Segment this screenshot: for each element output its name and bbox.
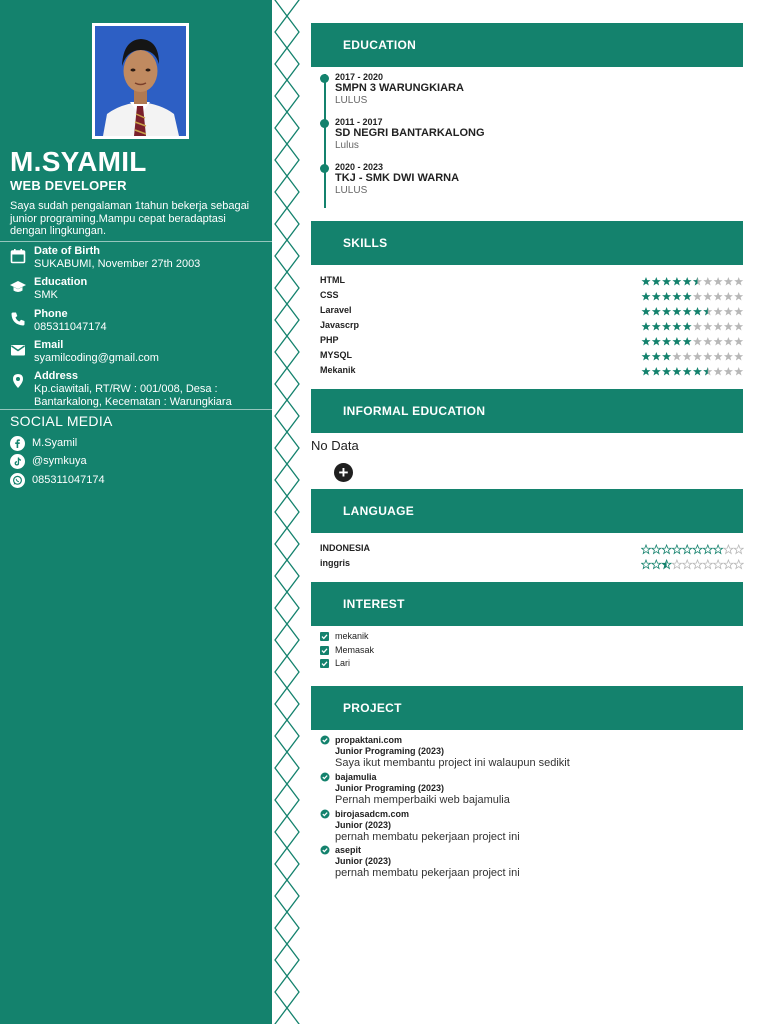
skill-name: HTML — [320, 275, 345, 285]
dob-label: Date of Birth — [34, 245, 100, 257]
star-icon — [672, 292, 681, 301]
star-icon — [672, 337, 681, 346]
language-name: INDONESIA — [320, 543, 371, 553]
section-header-project: PROJECT — [311, 686, 743, 730]
skill-rating — [641, 364, 744, 376]
skill-name: MYSQL — [320, 350, 353, 360]
star-icon — [724, 367, 733, 376]
star-icon — [693, 307, 702, 316]
star-icon — [724, 277, 733, 286]
star-icon — [724, 560, 733, 569]
star-icon — [703, 352, 712, 361]
star-rating-graphic — [641, 366, 744, 377]
star-icon — [672, 560, 681, 569]
star-rating-graphic — [641, 291, 744, 302]
check-circle-icon — [320, 772, 330, 782]
star-icon — [652, 322, 661, 331]
education-timeline — [324, 74, 326, 208]
star-icon — [724, 337, 733, 346]
skill-row — [320, 304, 744, 318]
language-rating — [641, 557, 744, 569]
star-icon — [734, 277, 743, 286]
star-icon — [662, 277, 671, 286]
profile-photo — [92, 23, 189, 139]
sidebar — [0, 0, 272, 1024]
star-icon — [662, 307, 671, 316]
star-icon — [642, 292, 651, 301]
star-icon — [652, 367, 661, 376]
star-icon — [672, 322, 681, 331]
checkbox-icon — [320, 659, 329, 668]
star-icon — [642, 352, 651, 361]
info-email — [10, 339, 265, 369]
star-icon — [672, 307, 681, 316]
profile-role: WEB DEVELOPER — [10, 178, 127, 193]
star-icon — [683, 322, 692, 331]
project-name: asepit — [335, 845, 362, 855]
section-header-education: EDUCATION — [311, 23, 743, 67]
education-status: LULUS — [335, 185, 368, 196]
star-icon — [703, 545, 712, 554]
star-icon — [714, 337, 723, 346]
star-icon — [652, 307, 661, 316]
star-icon — [672, 277, 681, 286]
skill-rating — [641, 274, 744, 286]
dob-value: SUKABUMI, November 27th 2003 — [34, 258, 201, 270]
social-media-title: SOCIAL MEDIA — [10, 413, 113, 429]
check-circle-icon — [320, 735, 330, 745]
star-icon — [734, 352, 743, 361]
star-icon — [672, 367, 681, 376]
info-phone — [10, 308, 265, 338]
checkbox-icon — [320, 646, 329, 655]
star-icon — [652, 545, 661, 554]
graduation-cap-icon — [10, 279, 26, 295]
star-rating-graphic — [641, 336, 744, 347]
star-icon — [683, 337, 692, 346]
star-icon — [724, 352, 733, 361]
whatsapp-icon — [10, 473, 25, 488]
star-icon — [734, 560, 743, 569]
star-icon — [662, 367, 671, 376]
star-icon — [693, 352, 702, 361]
star-icon — [724, 307, 733, 316]
star-icon — [652, 560, 661, 569]
interest-label: mekanik — [335, 631, 369, 641]
education-status: LULUS — [335, 95, 368, 106]
star-icon — [683, 292, 692, 301]
star-icon — [703, 337, 712, 346]
star-icon — [703, 307, 712, 316]
skill-rating — [641, 304, 744, 316]
skill-name: CSS — [320, 290, 339, 300]
star-rating-graphic — [641, 351, 744, 362]
project-role: Junior (2023) — [335, 820, 392, 830]
star-icon — [734, 367, 743, 376]
address-label: Address — [34, 370, 79, 382]
education-status: Lulus — [335, 140, 359, 151]
star-icon — [714, 560, 723, 569]
language-row — [320, 542, 744, 556]
star-icon — [703, 292, 712, 301]
star-icon — [703, 277, 712, 286]
profile-summary: Saya sudah pengalaman 1tahun bekerja sebagai junior programing.Mampu cepat beradaptasi dengan lingkungan. — [10, 200, 250, 237]
skill-row — [320, 349, 744, 363]
star-icon — [714, 292, 723, 301]
info-address — [10, 370, 265, 410]
star-icon — [683, 367, 692, 376]
star-icon — [714, 277, 723, 286]
star-icon — [662, 352, 671, 361]
section-header-language: LANGUAGE — [311, 489, 743, 533]
star-icon — [683, 352, 692, 361]
star-icon — [652, 292, 661, 301]
social-tiktok[interactable] — [10, 454, 250, 470]
star-icon — [734, 545, 743, 554]
project-role: Junior (2023) — [335, 856, 392, 866]
star-icon — [734, 292, 743, 301]
star-icon — [683, 560, 692, 569]
star-icon — [662, 292, 671, 301]
project-description: Pernah memperbaiki web bajamulia — [335, 794, 510, 806]
star-rating-graphic — [641, 321, 744, 332]
star-icon — [642, 337, 651, 346]
star-icon — [693, 292, 702, 301]
social-facebook[interactable] — [10, 436, 250, 452]
star-rating-graphic — [641, 544, 744, 555]
project-description: pernah membatu pekerjaan project ini — [335, 867, 520, 879]
star-icon — [642, 322, 651, 331]
star-icon — [724, 545, 733, 554]
decorative-diamond-strip — [272, 0, 302, 1024]
star-icon — [642, 307, 651, 316]
star-icon — [703, 560, 712, 569]
star-icon — [662, 337, 671, 346]
email-icon — [10, 342, 26, 358]
star-icon — [683, 277, 692, 286]
education-value: SMK — [34, 289, 58, 301]
language-row — [320, 557, 744, 571]
section-header-interest: INTEREST — [311, 582, 743, 626]
project-role: Junior Programing (2023) — [335, 783, 445, 793]
skill-rating — [641, 319, 744, 331]
calendar-icon — [10, 248, 26, 264]
skill-row — [320, 319, 744, 333]
star-icon — [693, 545, 702, 554]
skill-name: Javascrp — [320, 320, 360, 330]
star-rating-graphic — [641, 559, 744, 570]
star-icon — [724, 292, 733, 301]
section-header-informal-education: INFORMAL EDUCATION — [311, 389, 743, 433]
project-name: birojasadcm.com — [335, 809, 410, 819]
skill-row — [320, 364, 744, 378]
check-circle-icon — [320, 845, 330, 855]
info-education — [10, 276, 265, 306]
star-icon — [703, 367, 712, 376]
address-value: Kp.ciawitali, RT/RW : 001/008, Desa : Bantarkalong, Kecematan : Warungkiara — [34, 383, 232, 408]
phone-value: 085311047174 — [34, 321, 107, 333]
diamond-pattern — [275, 0, 299, 1024]
star-icon — [683, 307, 692, 316]
star-icon — [693, 337, 702, 346]
education-period: 2017 - 2020 — [335, 72, 384, 82]
star-icon — [714, 545, 723, 554]
star-icon — [734, 307, 743, 316]
star-icon — [714, 352, 723, 361]
skill-name: Laravel — [320, 305, 352, 315]
project-role: Junior Programing (2023) — [335, 746, 445, 756]
project-description: pernah membatu pekerjaan project ini — [335, 831, 520, 843]
phone-label: Phone — [34, 308, 68, 320]
skill-name: PHP — [320, 335, 339, 345]
star-icon — [693, 367, 702, 376]
star-icon — [652, 337, 661, 346]
star-rating-graphic — [641, 306, 744, 317]
education-label: Education — [34, 276, 88, 288]
star-icon — [642, 560, 651, 569]
education-period: 2020 - 2023 — [335, 162, 384, 172]
star-icon — [662, 560, 671, 569]
star-icon — [683, 545, 692, 554]
star-icon — [693, 322, 702, 331]
star-icon — [672, 545, 681, 554]
profile-photo-image — [95, 26, 186, 136]
social-whatsapp[interactable] — [10, 473, 250, 489]
project-description: Saya ikut membantu project ini walaupun sedikit — [335, 757, 570, 769]
skill-rating — [641, 334, 744, 346]
star-icon — [662, 545, 671, 554]
timeline-dot — [320, 74, 329, 83]
star-icon — [714, 367, 723, 376]
education-school: SMPN 3 WARUNGKIARA — [335, 82, 464, 94]
skill-rating — [641, 349, 744, 361]
star-icon — [703, 322, 712, 331]
skill-row — [320, 289, 744, 303]
tiktok-handle[interactable]: @symkuya — [32, 455, 87, 467]
email-label: Email — [34, 339, 64, 351]
education-school: TKJ - SMK DWI WARNA — [335, 172, 460, 184]
tiktok-icon — [10, 454, 25, 469]
informal-empty-text: No Data — [311, 438, 359, 453]
facebook-icon — [10, 436, 25, 451]
section-header-skills: SKILLS — [311, 221, 743, 265]
email-value[interactable]: syamilcoding@gmail.com — [34, 352, 159, 364]
timeline-dot — [320, 119, 329, 128]
star-icon — [724, 322, 733, 331]
language-rating — [641, 542, 744, 554]
star-icon — [662, 322, 671, 331]
whatsapp-number[interactable]: 085311047174 — [32, 474, 105, 486]
star-icon — [734, 337, 743, 346]
skill-row — [320, 334, 744, 348]
skill-row — [320, 274, 744, 288]
plus-circle-icon[interactable]: + — [334, 463, 353, 482]
info-date-of-birth — [10, 245, 265, 275]
phone-icon — [10, 311, 26, 327]
project-name: propaktani.com — [335, 735, 403, 745]
star-icon — [652, 277, 661, 286]
skill-name: Mekanik — [320, 365, 356, 375]
star-icon — [714, 322, 723, 331]
education-period: 2011 - 2017 — [335, 117, 383, 127]
sidebar-divider — [0, 241, 272, 242]
star-icon — [672, 352, 681, 361]
star-icon — [714, 307, 723, 316]
star-icon — [734, 322, 743, 331]
star-icon — [642, 367, 651, 376]
map-pin-icon — [10, 373, 26, 389]
star-icon — [642, 277, 651, 286]
interest-label: Lari — [335, 658, 351, 668]
timeline-dot — [320, 164, 329, 173]
star-icon — [652, 352, 661, 361]
project-name: bajamulia — [335, 772, 377, 782]
profile-name: M.SYAMIL — [10, 146, 147, 177]
sidebar-divider — [0, 409, 272, 410]
interest-label: Memasak — [335, 645, 375, 655]
checkbox-icon — [320, 632, 329, 641]
star-icon — [642, 545, 651, 554]
check-circle-icon — [320, 809, 330, 819]
language-name: inggris — [320, 558, 351, 568]
facebook-handle[interactable]: M.Syamil — [32, 437, 78, 449]
skill-rating — [641, 289, 744, 301]
education-school: SD NEGRI BANTARKALONG — [335, 127, 485, 139]
star-icon — [693, 560, 702, 569]
star-rating-graphic — [641, 276, 744, 287]
star-icon — [693, 277, 702, 286]
